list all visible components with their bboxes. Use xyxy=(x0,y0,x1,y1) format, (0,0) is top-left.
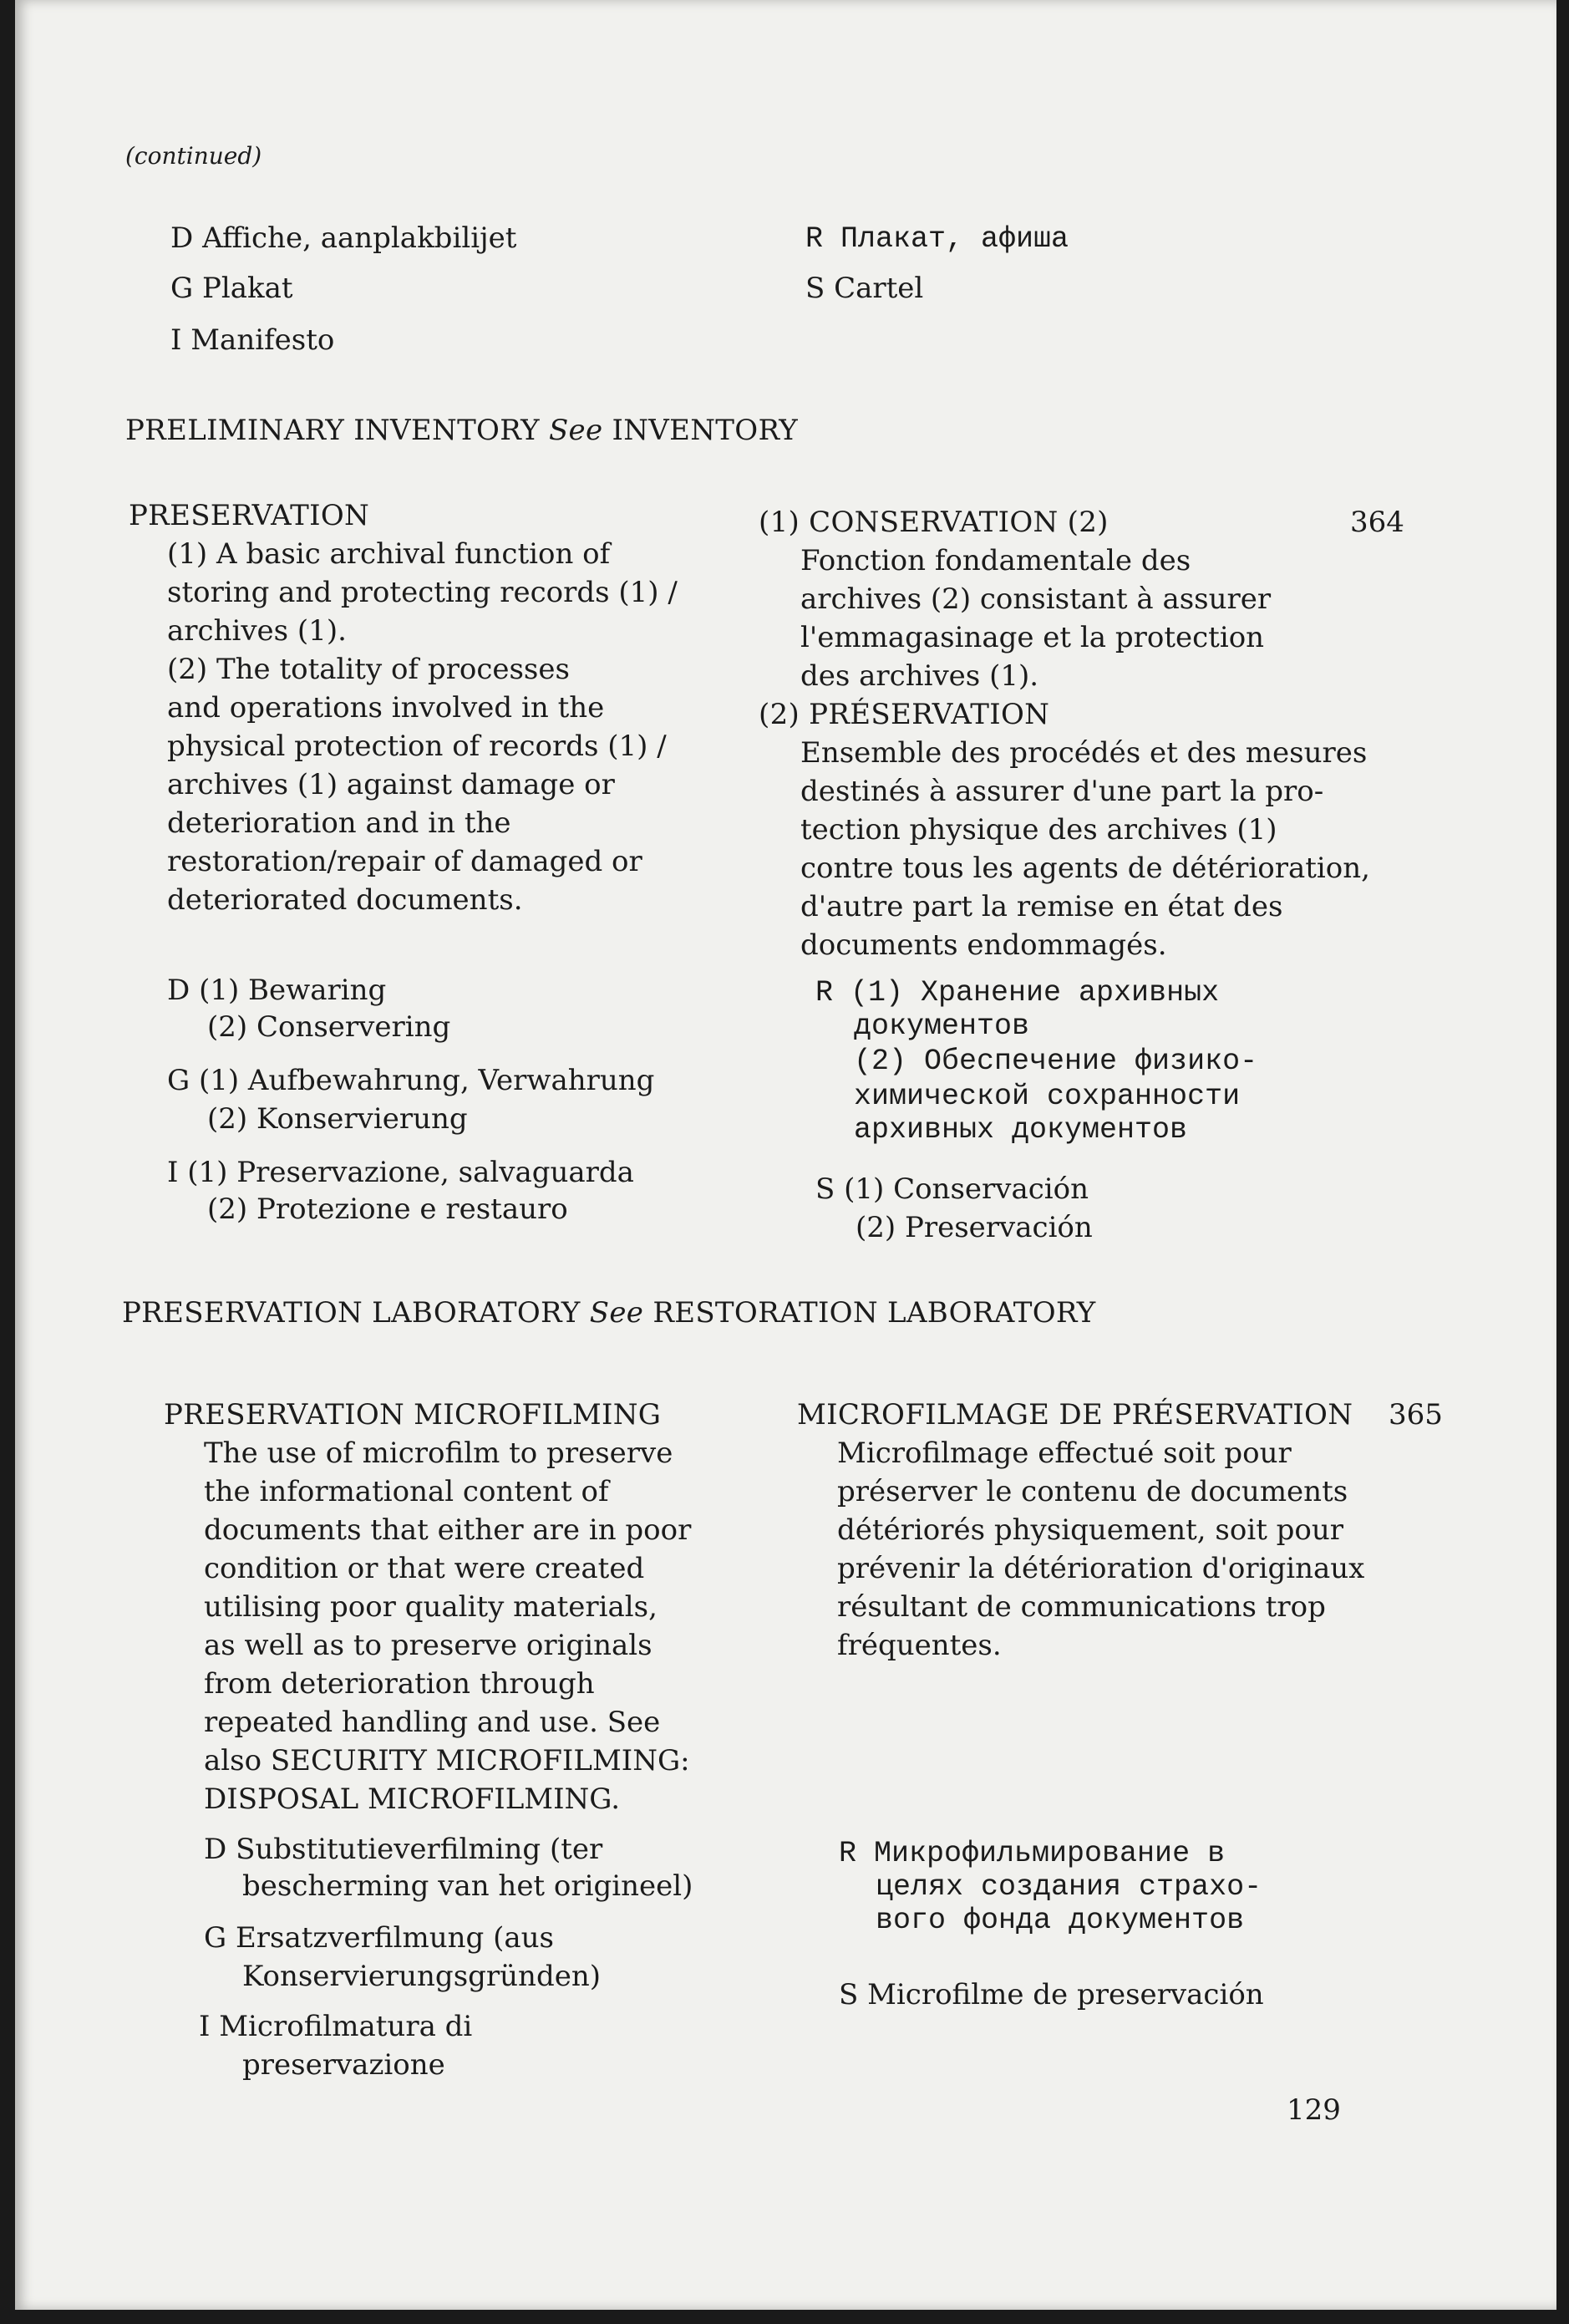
definition-line: also SECURITY MICROFILMING: xyxy=(204,1744,690,1777)
equiv-german-2: (2) Konservierung xyxy=(207,1102,468,1136)
cross-ref-term: PRELIMINARY INVENTORY xyxy=(125,414,540,447)
definition-line: The use of microfilm to preserve xyxy=(204,1437,673,1470)
equiv-spanish: S Microfilme de preservación xyxy=(839,1978,1264,2011)
definition-line: DISPOSAL MICROFILMING. xyxy=(204,1782,621,1816)
french-definition-line: résultant de communications trop xyxy=(837,1590,1326,1624)
equiv-dutch-2: bescherming van het origineel) xyxy=(242,1869,693,1903)
definition-line: and operations involved in the xyxy=(167,691,605,725)
equiv-german: G Plakat xyxy=(170,272,293,305)
french-definition-line: archives (2) consistant à assurer xyxy=(800,582,1272,616)
entry-number: 364 xyxy=(1350,506,1404,539)
french-definition-line: Ensemble des procédés et des mesures xyxy=(800,736,1368,770)
equiv-spanish: S (1) Conservación xyxy=(815,1172,1089,1206)
equiv-dutch: D (1) Bewaring xyxy=(167,974,387,1007)
definition-line: repeated handling and use. See xyxy=(204,1706,661,1739)
equiv-italian-2: (2) Protezione e restauro xyxy=(207,1193,568,1226)
definition-line: as well as to preserve originals xyxy=(204,1629,652,1662)
equiv-russian-3: вого фонда документов xyxy=(876,1904,1245,1937)
equiv-dutch-2: (2) Conservering xyxy=(207,1010,451,1044)
french-definition-line: des archives (1). xyxy=(800,659,1039,693)
equiv-russian-5: архивных документов xyxy=(854,1113,1188,1147)
french-definition-line: documents endommagés. xyxy=(800,928,1167,962)
equiv-italian: I Manifesto xyxy=(170,323,335,357)
french-term: (1) CONSERVATION (2) xyxy=(759,506,1109,539)
cross-ref-target: INVENTORY xyxy=(612,414,799,447)
french-term-2: (2) PRÉSERVATION xyxy=(759,698,1050,731)
french-definition-line: destinés à assurer d'une part la pro- xyxy=(800,775,1324,808)
equiv-russian-4: химической сохранности xyxy=(854,1080,1241,1113)
cross-reference-preservation-laboratory xyxy=(122,1294,1095,1332)
french-definition-line: préserver le contenu de documents xyxy=(837,1475,1348,1508)
equiv-italian-2: preservazione xyxy=(242,2048,445,2082)
definition-line: restoration/repair of damaged or xyxy=(167,845,642,878)
french-definition-line: fréquentes. xyxy=(837,1629,1002,1662)
french-definition-line: tection physique des archives (1) xyxy=(800,813,1277,847)
french-definition-line: Fonction fondamentale des xyxy=(800,544,1191,577)
definition-line: deterioration and in the xyxy=(167,806,511,840)
cross-ref-target: RESTORATION LABORATORY xyxy=(652,1296,1096,1330)
dictionary-page xyxy=(15,0,1556,2310)
entry-term: PRESERVATION xyxy=(129,499,370,532)
equiv-spanish: S Cartel xyxy=(805,272,924,305)
cross-ref-term: PRESERVATION LABORATORY xyxy=(122,1296,581,1330)
definition-line: condition or that were created xyxy=(204,1552,645,1585)
definition-line: storing and protecting records (1) / xyxy=(167,576,678,609)
equiv-german: G (1) Aufbewahrung, Verwahrung xyxy=(167,1064,655,1097)
equiv-italian: I (1) Preservazione, salvaguarda xyxy=(167,1156,634,1189)
equiv-russian-2: документов xyxy=(854,1009,1030,1043)
equiv-russian: R Микрофильмирование в xyxy=(839,1837,1226,1870)
continued-label: (continued) xyxy=(125,142,262,170)
french-definition-line: l'emmagasinage et la protection xyxy=(800,621,1265,654)
equiv-russian: R Плакат, афиша xyxy=(805,222,1069,256)
equiv-dutch: D Substitutieverfilming (ter xyxy=(204,1833,603,1866)
french-definition-line: prévenir la détérioration d'originaux xyxy=(837,1552,1365,1585)
see-label: See xyxy=(548,414,603,447)
definition-line: documents that either are in poor xyxy=(204,1513,692,1547)
definition-line: from deterioration through xyxy=(204,1667,595,1701)
entry-term: PRESERVATION MICROFILMING xyxy=(164,1398,662,1432)
page-number: 129 xyxy=(1287,2093,1341,2127)
definition-line: utilising poor quality materials, xyxy=(204,1590,658,1624)
equiv-german: G Ersatzverfilmung (aus xyxy=(204,1921,554,1955)
cross-reference-preliminary-inventory xyxy=(125,411,798,450)
french-definition-line: contre tous les agents de détérioration, xyxy=(800,852,1370,885)
equiv-dutch: D Affiche, aanplakbilijet xyxy=(170,221,517,255)
equiv-spanish-2: (2) Preservación xyxy=(856,1211,1093,1244)
french-definition-line: détériorés physiquement, soit pour xyxy=(837,1513,1344,1547)
equiv-russian-3: (2) Обеспечение физико- xyxy=(854,1045,1258,1078)
definition-line: archives (1) against damage or xyxy=(167,768,615,801)
definition-line: deteriorated documents. xyxy=(167,883,523,917)
definition-line: physical protection of records (1) / xyxy=(167,730,667,763)
definition-line: (1) A basic archival function of xyxy=(167,537,611,571)
see-label: See xyxy=(589,1296,644,1330)
french-definition-line: Microfilmage effectué soit pour xyxy=(837,1437,1292,1470)
equiv-russian: R (1) Хранение архивных xyxy=(815,976,1220,1009)
french-term: MICROFILMAGE DE PRÉSERVATION xyxy=(797,1398,1353,1432)
french-definition-line: d'autre part la remise en état des xyxy=(800,890,1283,923)
definition-line: archives (1). xyxy=(167,614,347,648)
equiv-italian: I Microfilmatura di xyxy=(199,2010,473,2043)
definition-line: (2) The totality of processes xyxy=(167,653,570,686)
equiv-russian-2: целях создания страхо- xyxy=(876,1870,1262,1904)
definition-line: the informational content of xyxy=(204,1475,609,1508)
entry-number: 365 xyxy=(1389,1398,1443,1432)
equiv-german-2: Konservierungsgründen) xyxy=(242,1960,602,1993)
